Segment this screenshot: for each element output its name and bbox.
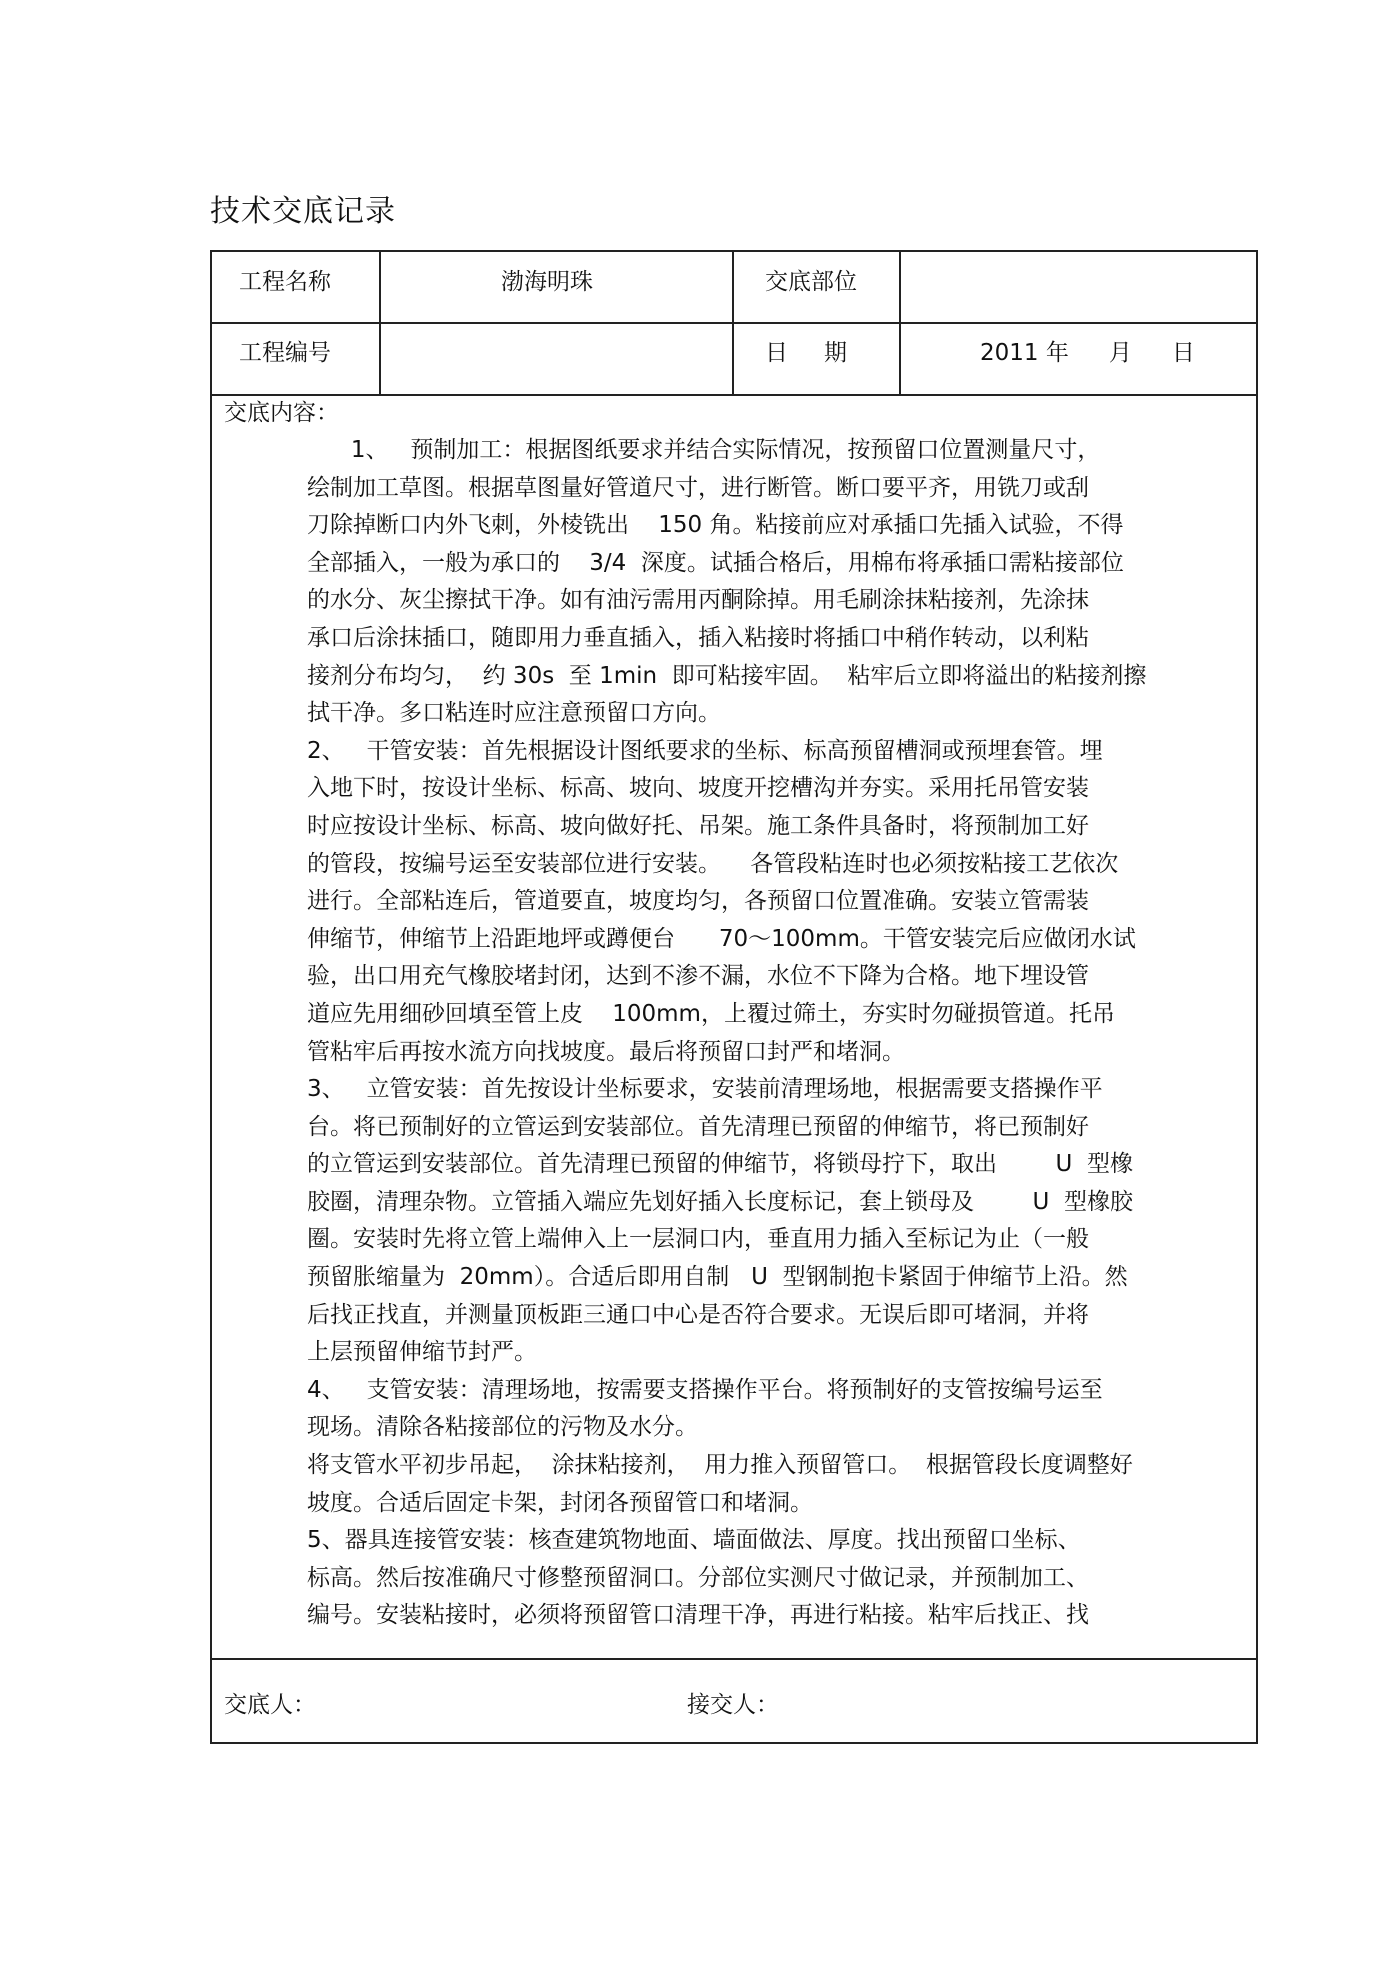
content-line: 2、 干管安装：首先根据设计图纸要求的坐标、标高预留槽洞或预埋套管。埋 (307, 737, 1103, 764)
content-line: 5、器具连接管安装：核查建筑物地面、墙面做法、厚度。找出预留口坐标、 (307, 1527, 1081, 1554)
content-line: 道应先用细砂回填至管上皮 100mm，上覆过筛土，夯实时勿碰损管道。托吊 (307, 1000, 1115, 1027)
column-divider (379, 252, 381, 394)
content-line: 1、 预制加工：根据图纸要求并结合实际情况，按预留口位置测量尺寸， (307, 437, 1101, 463)
content-line: 胶圈，清理杂物。立管插入端应先划好插入长度标记，套上锁母及 U 型橡胶 (307, 1188, 1133, 1215)
content-line: 的立管运到安装部位。首先清理已预留的伸缩节，将锁母拧下，取出 U 型橡 (307, 1151, 1133, 1178)
date-value (980, 338, 1195, 368)
content-line: 全部插入，一般为承口的 3/4 深度。试插合格后，用棉布将承插口需粘接部位 (307, 549, 1124, 576)
column-divider (732, 252, 734, 394)
content-line: 进行。全部粘连后，管道要直，坡度均匀，各预留口位置准确。安装立管需装 (307, 888, 1089, 915)
content-line: 现场。清除各粘接部位的污物及水分。 (307, 1414, 698, 1441)
receiver-label: 接交人： (687, 1692, 779, 1718)
content-line: 4、 支管安装：清理场地，按需要支搭操作平台。将预制好的支管按编号运至 (307, 1376, 1103, 1403)
document-title: 技术交底记录 (210, 194, 396, 229)
location-label: 交底部位 (765, 269, 857, 295)
content-line: 时应按设计坐标、标高、坡向做好托、吊架。施工条件具备时，将预制加工好 (307, 812, 1089, 839)
content-line: 圈。安装时先将立管上端伸入上一层洞口内，垂直用力插入至标记为止（一般 (307, 1226, 1089, 1253)
project-name-value: 渤海明珠 (501, 269, 593, 295)
content-line: 绘制加工草图。根据草图量好管道尺寸，进行断管。断口要平齐，用铣刀或刮 (307, 474, 1089, 501)
content-line: 刀除掉断口内外飞刺，外棱铣出 150 角。粘接前应对承插口先插入试验，不得 (307, 512, 1124, 539)
date-label: 日期 (765, 340, 883, 366)
content-line: 的水分、灰尘擦拭干净。如有油污需用丙酮除掉。用毛刷涂抹粘接剂，先涂抹 (307, 587, 1089, 614)
content-line: 后找正找直，并测量顶板距三通口中心是否符合要求。无误后即可堵洞，并将 (307, 1301, 1089, 1328)
content-line: 3、 立管安装：首先按设计坐标要求，安装前清理场地，根据需要支搭操作平 (307, 1076, 1103, 1103)
content-line: 管粘牢后再按水流方向找坡度。最后将预留口封严和堵洞。 (307, 1038, 905, 1065)
content-line: 接剂分布均匀， 约 30s 至 1min 即可粘接牢固。 粘牢后立即将溢出的粘接剂擦 (307, 662, 1147, 689)
content-line: 入地下时，按设计坐标、标高、坡向、坡度开挖槽沟并夯实。采用托吊管安装 (307, 775, 1089, 802)
content-line: 将支管水平初步吊起， 涂抹粘接剂， 用力推入预留管口。 根据管段长度调整好 (307, 1452, 1133, 1479)
disclosure-form-table (210, 250, 1258, 1744)
discloser-label: 交底人： (224, 1692, 316, 1718)
content-label: 交底内容： (224, 400, 339, 426)
column-divider (899, 252, 901, 394)
content-line: 标高。然后按准确尺寸修整预留洞口。分部位实测尺寸做记录，并预制加工、 (307, 1564, 1089, 1591)
content-line: 上层预留伸缩节封严。 (307, 1339, 537, 1366)
row-divider (212, 394, 1256, 396)
project-number-label: 工程编号 (239, 340, 331, 366)
content-line: 验，出口用充气橡胶堵封闭，达到不渗不漏，水位不下降为合格。地下埋设管 (307, 963, 1089, 990)
content-line: 承口后涂抹插口，随即用力垂直插入，插入粘接时将插口中稍作转动，以利粘 (307, 624, 1089, 651)
content-line: 预留胀缩量为 20mm）。合适后即用自制 U 型钢制抱卡紧固于伸缩节上沿。然 (307, 1264, 1128, 1291)
content-line: 拭干净。多口粘连时应注意预留口方向。 (307, 700, 721, 727)
date-month: 月 (1108, 340, 1132, 366)
content-body (307, 432, 1252, 1635)
row-divider (212, 322, 1256, 324)
date-year: 2011 年 (980, 340, 1069, 366)
content-line: 坡度。合适后固定卡架，封闭各预留管口和堵洞。 (307, 1489, 813, 1516)
content-line: 的管段，按编号运至安装部位进行安装。 各管段粘连时也必须按粘接工艺依次 (307, 850, 1119, 877)
date-day: 日 (1171, 340, 1195, 366)
project-name-label: 工程名称 (239, 269, 331, 295)
row-divider (212, 1658, 1256, 1660)
content-line: 台。将已预制好的立管运到安装部位。首先清理已预留的伸缩节，将已预制好 (307, 1113, 1089, 1140)
content-line: 伸缩节，伸缩节上沿距地坪或蹲便台 70～100mm。干管安装完后应做闭水试 (307, 925, 1136, 952)
content-line: 编号。安装粘接时，必须将预留管口清理干净，再进行粘接。粘牢后找正、找 (307, 1602, 1089, 1629)
